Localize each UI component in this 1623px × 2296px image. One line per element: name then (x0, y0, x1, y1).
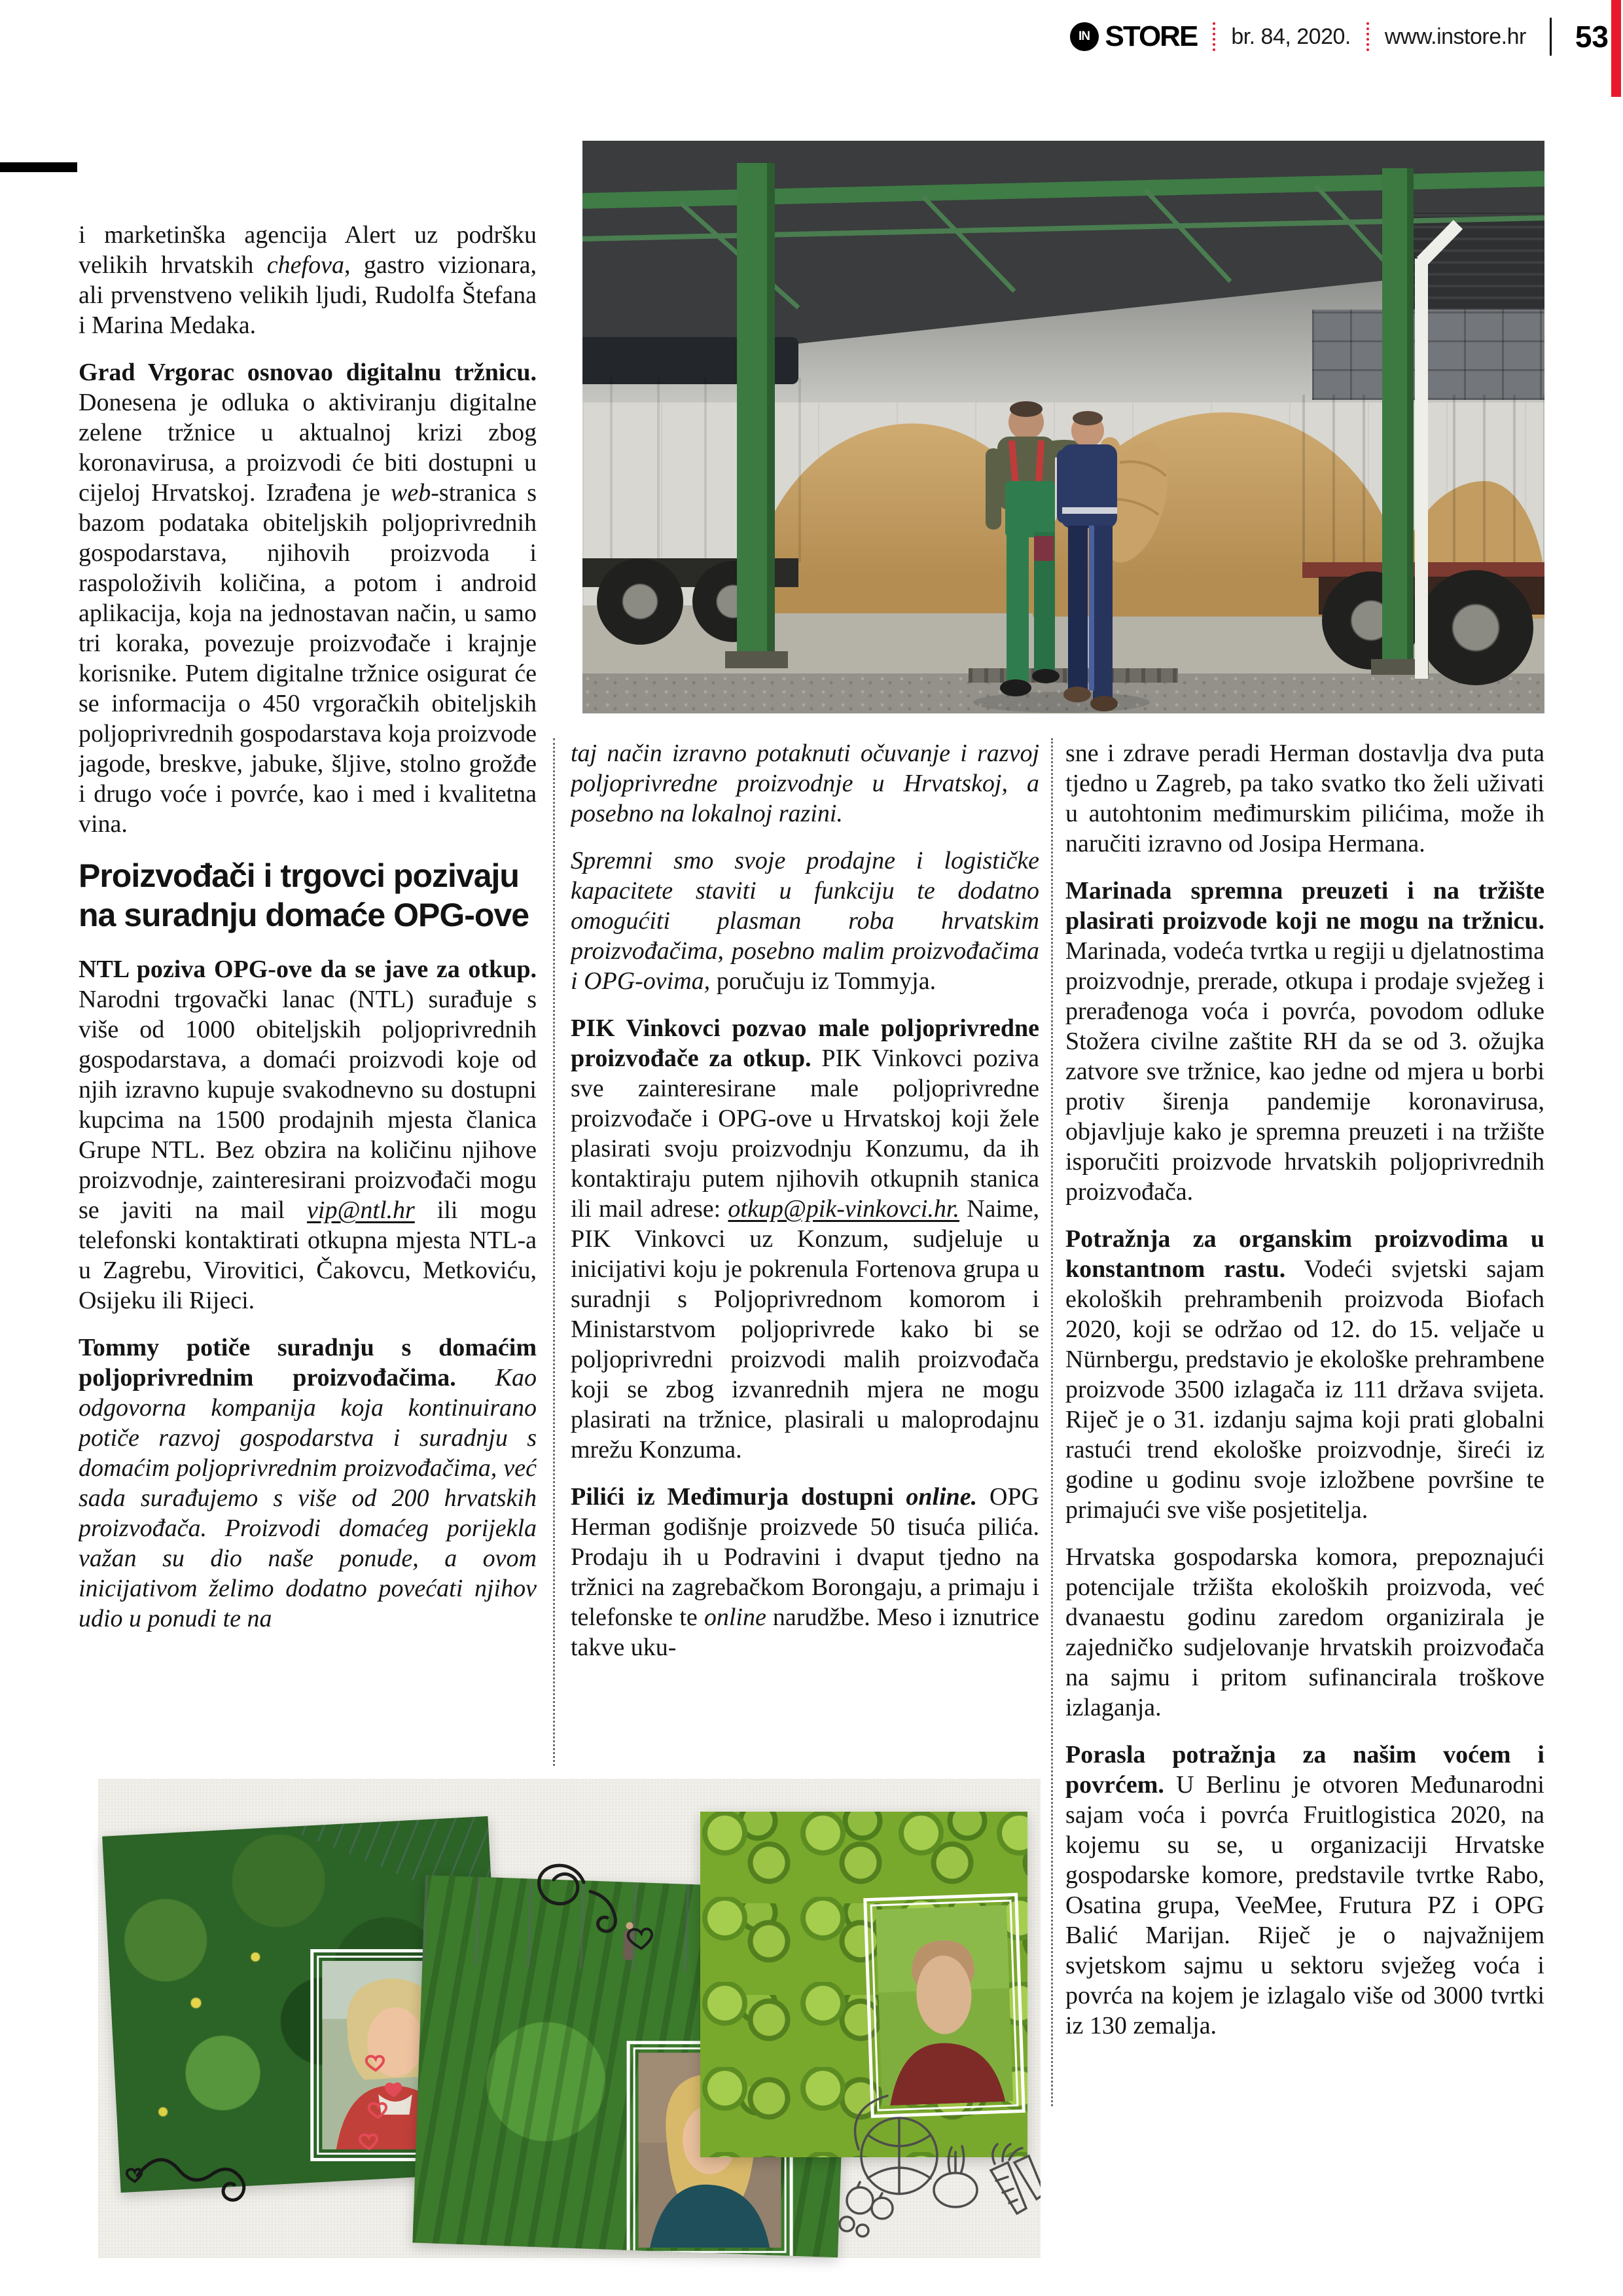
red-dotted-divider (1366, 22, 1369, 51)
paragraph-lead: Potražnja za organskim proizvodima u konstantnom rastu. (1065, 1225, 1544, 1283)
text-run: Donesena je odluka o aktiviranju digitalne zelene tržnice u aktualnoj krizi zbog koronavirusa, a proizvodi će biti dostupni u cijeloj Hrvatskoj. Izrađena je (79, 389, 537, 507)
paragraph-lead-italic: online. (906, 1483, 978, 1511)
email-link[interactable]: otkup@pik-vinkovci.hr. (728, 1195, 960, 1223)
paragraph-lead: Pilići iz Međimurja dostupni (571, 1483, 906, 1511)
in-circle-icon (1070, 22, 1099, 51)
page-number-divider (1550, 18, 1552, 56)
paragraph-marinada (1065, 876, 1544, 1207)
farmer-with-sack (1057, 411, 1180, 711)
italic-run: Spremni smo svoje prodajne i logističke kapacitete staviti u funkciju te dodatno omogućiti plasman roba hrvatskim proizvođačima, posebno malim proizvođačima i OPG-ovima, (571, 847, 1039, 995)
paragraph-lead: Grad Vrgorac osnovao digitalnu tržnicu. (79, 359, 537, 386)
email-link[interactable]: vip@ntl.hr (307, 1196, 415, 1224)
column-separator (1051, 738, 1053, 2106)
paragraph-fruitlogistica (1065, 1740, 1544, 2041)
paragraph-tommy-quote: taj način izravno potaknuti očuvanje i razvoj poljoprivredne proizvodnje u Hrvatskoj, a posebno na lokalnoj razini. (571, 740, 1039, 827)
paragraph-continuation (79, 220, 537, 340)
text-run: poručuju iz Tommyja. (710, 967, 936, 995)
italic-run: web (391, 479, 431, 507)
italic-run: chefova (266, 251, 344, 279)
lettuce-field-photo (700, 1812, 1027, 2157)
paragraph-tommy-quote2 (571, 846, 1039, 996)
warehouse-photo (582, 141, 1544, 713)
text-run: Narodni trgovački lanac (NTL) surađuje s više od 1000 obiteljskih poljoprivrednih gospodarstava, a domaći proizvodi koje od njih izravno kupuje svakodnevno su dostupni kupcima na 1500 prodajnih mjesta članica Grupe NTL. Bez obzira na količinu njihove proizvodnje, zainteresirani proizvođači mogu se javiti na mail (79, 986, 537, 1224)
text-run: -stranica s bazom podataka obiteljskih poljoprivrednih gospodarstava, njihovih proizvoda i raspoloživih količina, a potom i android aplikacija, koja na jednostavan način, u samo tri koraka, povezuje proizvođače i krajnje korisnike. Putem digitalne tržnice osigurat će se informacija o 450 vrgoračkih obiteljskih poljoprivrednih gospodarstava koja proizvode jagode, breskve, jabuke, šljive, stolno grožđe i drugo voće i povrće, kao i med i kvalitetna vina. (79, 479, 537, 838)
column-right (1065, 738, 1544, 2119)
issue-label: br. 84, 2020. (1231, 24, 1351, 49)
text-run: OPG Herman godišnje proizvede 50 tisuća pilića. Prodaju ih u Podravini i dvaput tjedno na tržnici na zagrebačkom Borongaju, a primaju i telefonske te (571, 1483, 1039, 1631)
paragraph-lead: Tommy potiče suradnju s domaćim poljoprivrednim proizvođačima. (79, 1334, 537, 1391)
paragraph-pilici (571, 1482, 1039, 1662)
text-run: Marinada, vodeća tvrtka u regiji u djelatnostima proizvodnje, prerade, otkupa i prodaje svježeg i prerađenoga voća i povrća, povodom odluke Stožera civilne zaštite RH da se od 3. ožujka zatvore sve tržnice, kao jedne od mjera u borbi protiv širenja pandemije koronavirusa, objavljuje kako je spremna preuzeti i na tržište isporučiti proizvode hrvatskih poljoprivrednih proizvođača. (1065, 937, 1544, 1206)
text-run: narudžbe. Meso i iznutrice takve uku- (571, 1604, 1039, 1661)
black-edge-bar (0, 162, 77, 172)
paragraph-herman: sne i zdrave peradi Herman dostavlja dva puta tjedno u Zagreb, pa tako svatko tko želi uživati u autohtonim međimurskim pilićima, može ih naručiti izravno od Josipa Hermana. (1065, 740, 1544, 857)
red-dotted-divider (1213, 22, 1215, 51)
italic-run: online (704, 1604, 766, 1631)
red-corner-bar (1611, 0, 1621, 97)
text-run: U Berlinu je otvoren Međunarodni sajam voća i povrća Fruitlogistica 2020, na kojemu su se, u organizaciji Hrvatske gospodarske komore, predstavile tvrtke Rabo, Osatina grupa, VeeMee, Frutura PZ i OPG Balić Marijan. Riječ je o najvažnijem svjetskom sajmu u sektoru svježeg voća i povrća na kojem je izlagalo više od 3000 tvrtki iz 130 zemalja. (1065, 1771, 1544, 2039)
paragraph-lead: PIK Vinkovci pozvao male poljoprivredne proizvođače za otkup. (571, 1014, 1039, 1072)
logo-text: STORE (1105, 20, 1198, 52)
text-run: PIK Vinkovci poziva sve zainteresirane male poljoprivredne proizvođače i OPG-ove u Hrvatskoj koji žele plasirati svoju proizvodnju Konzumu, da ih kontaktiraju putem njihovih otkupnih stanica ili mail adrese: (571, 1045, 1039, 1223)
text-run: Naime, PIK Vinkovci uz Konzum, sudjeluje u inicijativi koju je pokrenula Fortenova grupa u suradnji s Poljoprivrednom komorom i Ministarstvom poljoprivrede kako bi se poljoprivredni proizvodi malih proizvođača koji se zbog izvanrednih mjera ne mogu plasirati na tržnice, plasirali u maloprodajnu mrežu Konzuma. (571, 1195, 1039, 1463)
warehouse-structure-and-people (582, 141, 1544, 713)
paragraph-pik (571, 1013, 1039, 1465)
column-left (79, 220, 537, 1770)
green-pillar-left (725, 163, 788, 668)
distant-person (622, 1929, 634, 1960)
instore-logo (1070, 20, 1198, 53)
column-middle (571, 738, 1039, 1765)
logo-prefix: IN (1079, 29, 1090, 43)
photo-collage (98, 1779, 1041, 2258)
page-number: 53 (1575, 20, 1609, 54)
paragraph-ntl (79, 954, 537, 1316)
paragraph-lead: NTL poziva OPG-ove da se jave za otkup. (79, 956, 537, 983)
paragraph-lead: Porasla potražnja za našim voćem i povrćem. (1065, 1741, 1544, 1799)
paragraph-lead: Marinada spremna preuzeti i na tržište plasirati proizvode koji ne mogu na tržnicu. (1065, 877, 1544, 935)
page-header (1070, 17, 1609, 56)
paragraph-vrgorac (79, 357, 537, 839)
text-run: Vodeći svjetski sajam ekoloških prehrambenih proizvoda Biofach 2020, koji se održao od 12. do 15. veljače u Nürnbergu, predstavio je ekološke prehrambene proizvode 3500 izlagača iz 111 država svijeta. Riječ je o 31. izdanju sajma koji prati globalni rastući trend ekološke proizvodnje, šireći iz godine u godinu svoje izložbene površine te primajući sve više posjetitelja. (1065, 1255, 1544, 1524)
section-heading: Proizvođači i trgovci pozivaju na suradnju domaće OPG-ove (79, 857, 529, 933)
portrait-frame-man (863, 1893, 1026, 2118)
column-separator (553, 738, 555, 1766)
man-in-red-shirt-portrait (876, 1905, 1013, 2106)
paragraph-hgk: Hrvatska gospodarska komora, prepoznajući potencijale tržišta ekoloških proizvoda, već dvanaestu godinu zaredom organizirala je zajedničko sudjelovanje hrvatskih proizvođača na sajmu i pritom sufinancirala troškove izlaganja. (1065, 1543, 1544, 1721)
text-run: i marketinška agencija Alert uz podršku velikih hrvatskih (79, 221, 537, 279)
website-label[interactable]: www.instore.hr (1384, 24, 1526, 49)
text-run: ili mogu telefonski kontaktirati otkupna mjesta NTL-a u Zagrebu, Virovitici, Čakovcu, Metkoviću, Osijeku ili Rijeci. (79, 1196, 537, 1314)
italic-run: Kao odgovorna kompanija koja kontinuirano potiče razvoj gospodarstva i suradnju s domaćim poljoprivrednim proizvođačima, već sada surađujemo s više od 200 hrvatskih proizvođača. Proizvodi domaćeg porijekla važan su dio naše ponude, a ovom inicijativom želimo dodatno povećati njihov udio u ponudi te na (79, 1364, 537, 1632)
paragraph-tommy (79, 1333, 537, 1634)
paragraph-biofach (1065, 1224, 1544, 1525)
text-run: , gastro vizionara, ali prvenstveno velikih ljudi, Rudolfa Štefana i Marina Medaka. (79, 251, 537, 339)
white-downpipe (1415, 224, 1458, 679)
